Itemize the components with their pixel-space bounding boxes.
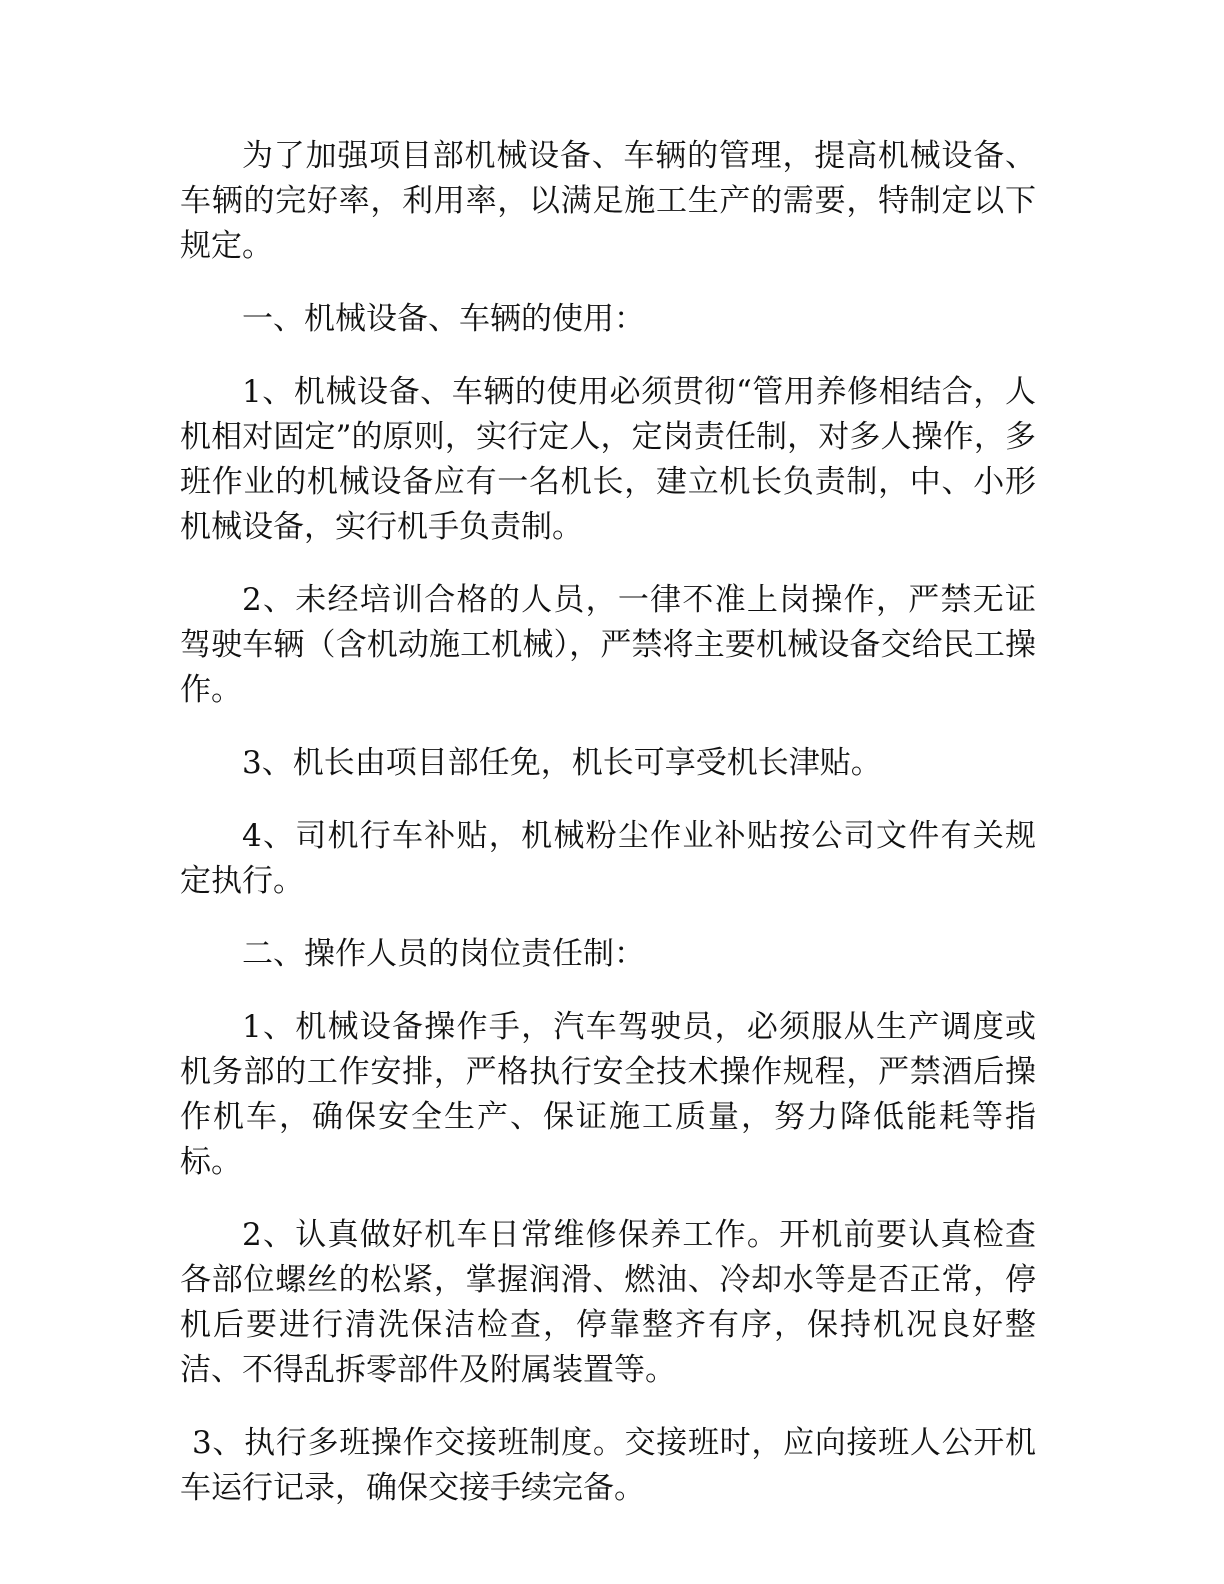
document-body [180,134,1036,1539]
responsibility-item-2: 2、认真做好机车日常维修保养工作。开机前要认真检查各部位螺丝的松紧，掌握润滑、燃油、冷却水等是否正常，停机后要进行清洗保洁检查，停靠整齐有序，保持机况良好整洁、不得乱拆零部件及附属装置等。 [180,1217,1036,1388]
responsibility-item-1: 1、机械设备操作手，汽车驾驶员，必须服从生产调度或机务部的工作安排，严格执行安全技术操作规程，严禁酒后操作机车，确保安全生产、保证施工质量，努力降低能耗等指标。 [180,1009,1036,1180]
intro-paragraph: 为了加强项目部机械设备、车辆的管理，提高机械设备、车辆的完好率，利用率，以满足施工生产的需要，特制定以下规定。 [180,138,1036,264]
usage-item-2: 2、未经培训合格的人员，一律不准上岗操作，严禁无证驾驶车辆（含机动施工机械），严禁将主要机械设备交给民工操作。 [180,582,1036,708]
usage-item-4: 4、司机行车补贴，机械粉尘作业补贴按公司文件有关规定执行。 [180,818,1036,899]
responsibility-item-3: 3、执行多班操作交接班制度。交接班时，应向接班人公开机车运行记录，确保交接手续完备。 [180,1425,1036,1506]
section-heading-responsibility: 二、操作人员的岗位责任制： [242,936,645,972]
usage-item-1: 1、机械设备、车辆的使用必须贯彻“管用养修相结合，人机相对固定”的原则，实行定人，定岗责任制，对多人操作，多班作业的机械设备应有一名机长，建立机长负责制，中、小形机械设备，实行机手负责制。 [180,374,1036,545]
section-heading-usage: 一、机械设备、车辆的使用： [242,301,645,337]
usage-item-3: 3、机长由项目部任免，机长可享受机长津贴。 [242,745,882,781]
